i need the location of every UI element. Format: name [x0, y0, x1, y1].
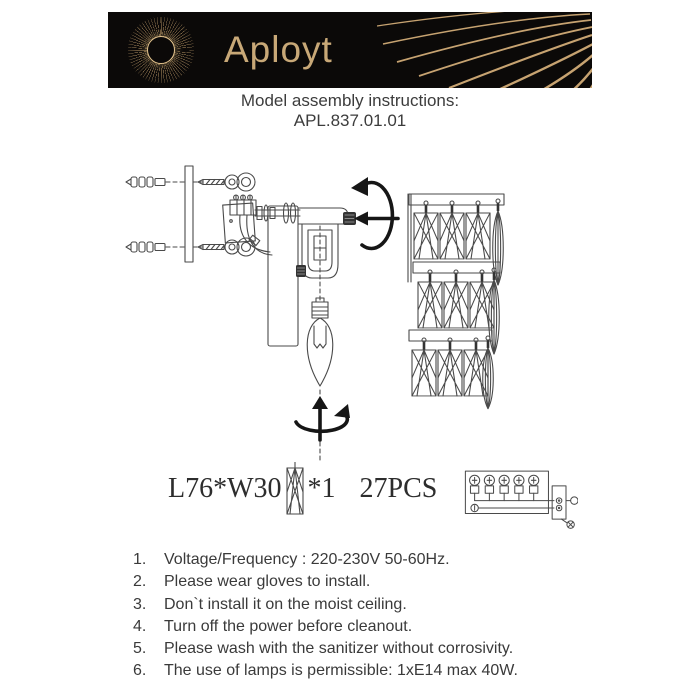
rotation-arrow-top-icon [351, 177, 392, 249]
crystal-dimensions: L76*W30 [168, 473, 282, 504]
lamp-terminals [561, 497, 578, 528]
sunburst-logo-icon [128, 17, 194, 83]
crystal-pieces: 27PCS [359, 473, 438, 504]
crystal-prism-icon [284, 462, 306, 516]
item-text: Please wear gloves to install. [164, 573, 371, 591]
list-item [133, 549, 653, 571]
wiring-diagram [458, 460, 578, 532]
item-number: 3. [133, 595, 147, 613]
brand-wordmark: Aployt [224, 29, 333, 70]
item-text: Turn off the power before cleanout. [164, 617, 413, 635]
instruction-list [133, 549, 653, 683]
wall-anchor-top-icon [126, 177, 165, 187]
bulb-e14-icon [307, 298, 333, 386]
connector-module [552, 486, 566, 519]
wall-anchor-bottom-icon [126, 242, 165, 252]
lead-wires [240, 215, 272, 255]
mounting-strip [185, 166, 193, 262]
set-screw-icon [296, 265, 306, 277]
junction-box [223, 203, 256, 243]
alignment-dashes [166, 182, 202, 247]
rotation-arrow-bottom-icon [296, 396, 350, 440]
wall-bracket [268, 206, 298, 346]
mounting-screw-top-icon [198, 173, 255, 191]
list-item [133, 660, 653, 682]
item-text: The use of lamps is permissible: 1xE14 max 40W. [164, 662, 518, 680]
terminal-screws [470, 475, 554, 500]
terminal-block [230, 195, 256, 215]
item-number: 1. [133, 551, 147, 568]
title-block [0, 91, 700, 130]
ground-screw [471, 504, 554, 511]
item-number: 5. [133, 640, 147, 658]
item-text: Please wash with the sanitizer without corrosivity. [164, 640, 514, 658]
item-number: 6. [133, 662, 147, 680]
fan-rays-icon [377, 12, 592, 88]
crystal-quantity: *1 [307, 473, 336, 504]
list-item [133, 638, 653, 660]
item-text: Voltage/Frequency : 220-230V 50-60Hz. [164, 551, 450, 568]
page-title: Model assembly instructions: [240, 91, 460, 110]
lamp-arm [298, 208, 348, 224]
assembly-diagram [100, 150, 620, 462]
crystal-spec-row [168, 460, 437, 518]
model-number: APL.837.01.01 [293, 110, 407, 130]
item-number: 4. [133, 617, 147, 635]
item-text: Don`t install it on the moist ceiling. [164, 595, 407, 613]
list-item [133, 571, 653, 593]
list-item [133, 616, 653, 638]
list-item [133, 594, 653, 616]
crystal-shade [408, 194, 504, 409]
brand-banner [108, 12, 592, 88]
item-number: 2. [133, 573, 147, 591]
